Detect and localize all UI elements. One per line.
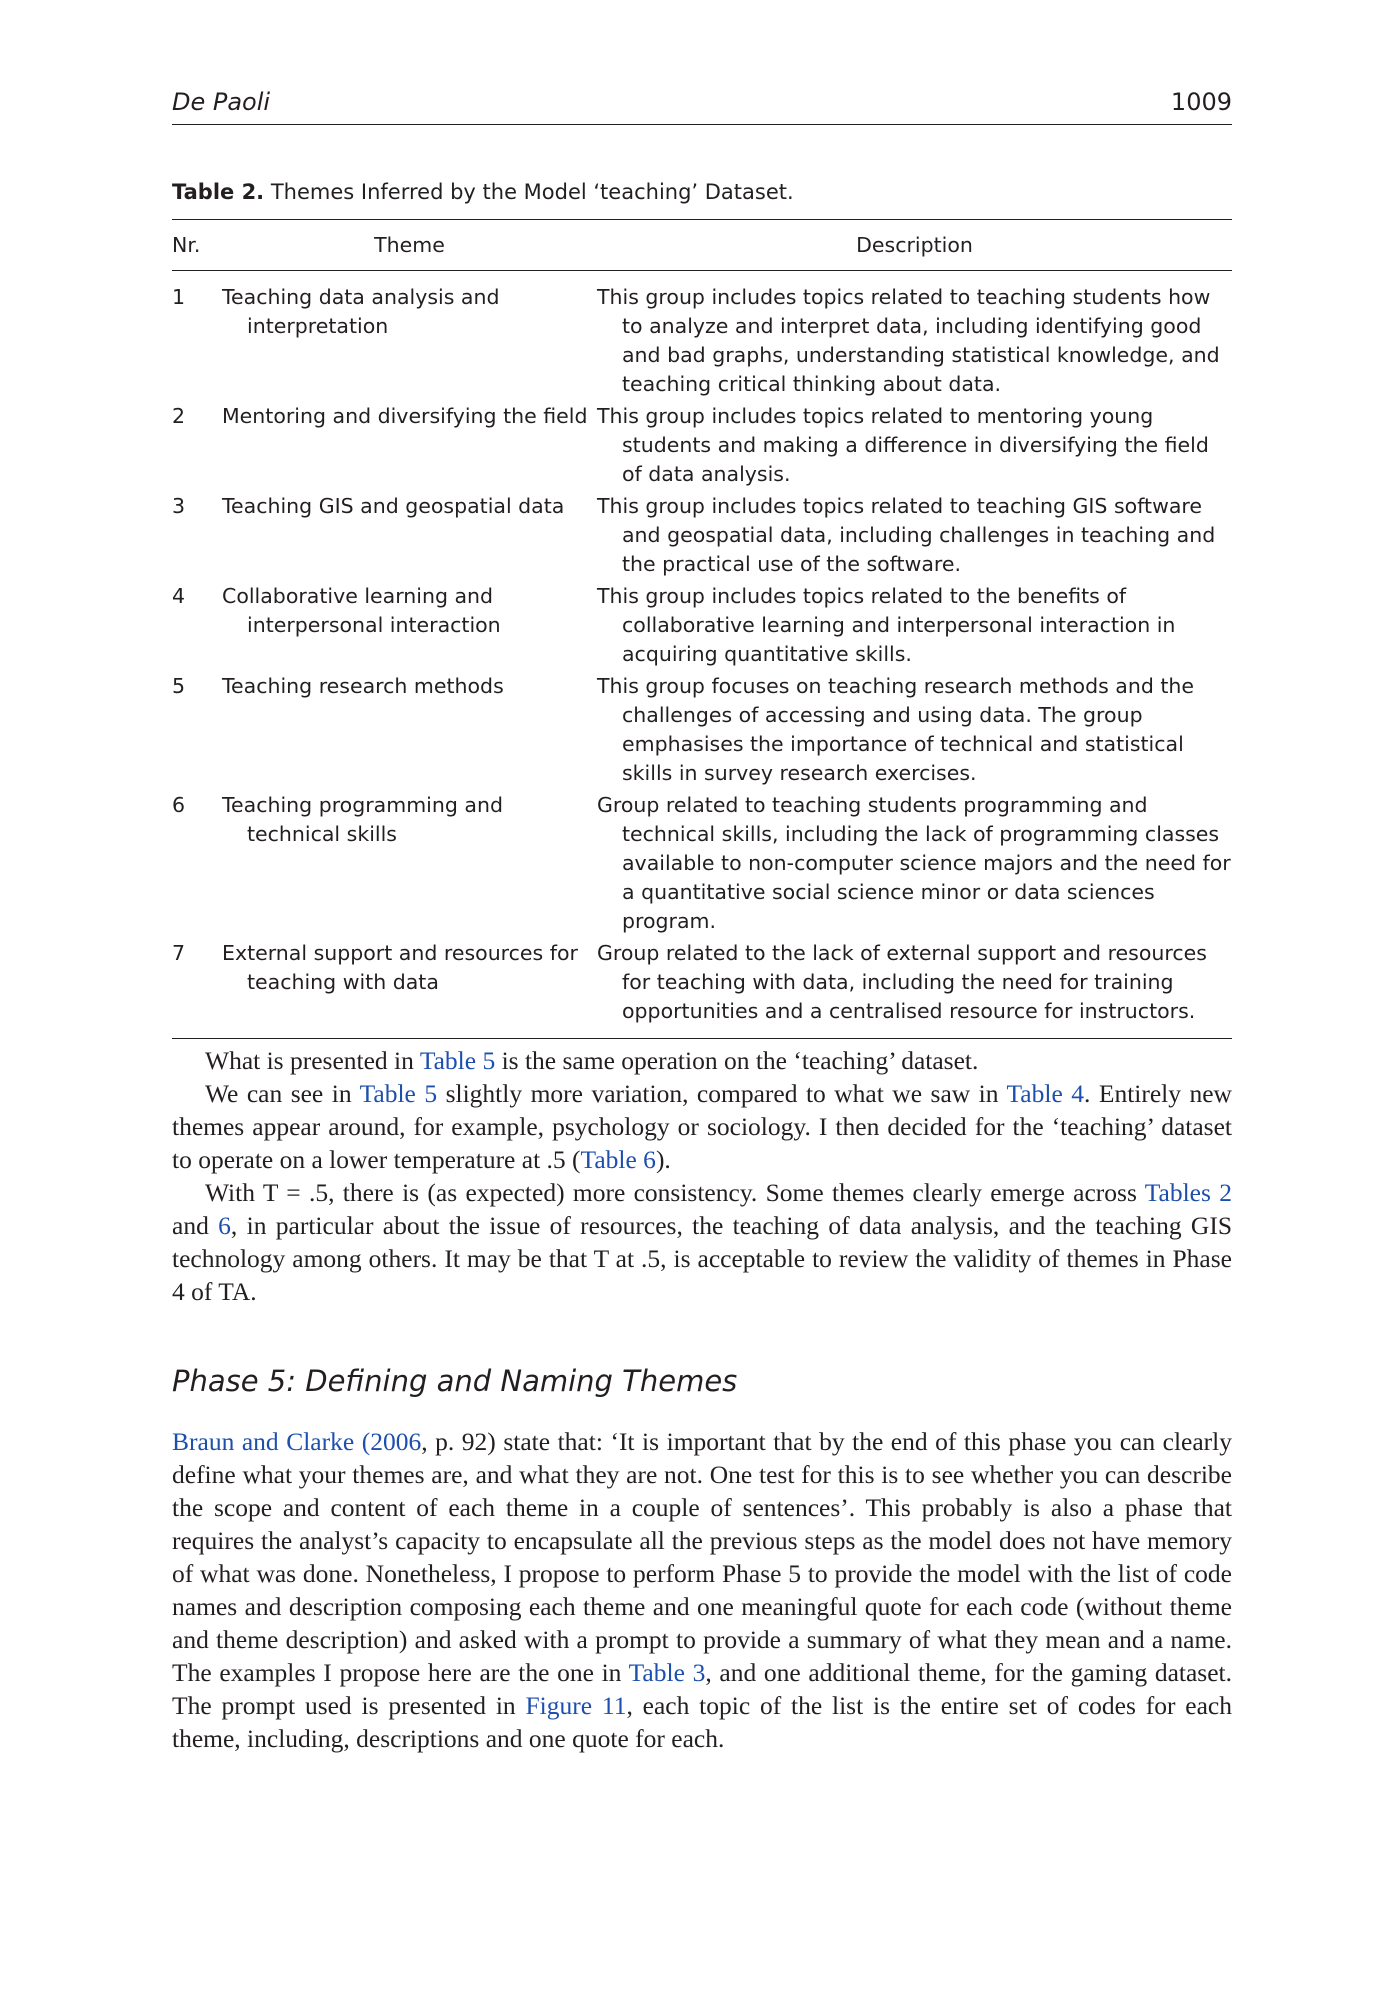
row-nr: 6 xyxy=(172,793,186,817)
running-header xyxy=(172,88,1232,125)
table-row xyxy=(172,672,1232,791)
row-nr: 1 xyxy=(172,285,186,309)
row-description: Group related to teaching students programming and technical skills, including the lack of programming classes available to non-computer science majors and the need for a quantitative social science minor or data sciences program. xyxy=(597,793,1231,933)
row-theme: Teaching programming and technical skills xyxy=(222,793,503,846)
text-run: , p. 92) state that: ‘It is important that by the end of this phase you can clearly define what your themes are, and what they are not. One test for this is to see whether you can describe the scope and content of each theme in a couple of sentences’. This probably is also a phase that requires the analyst’s capacity to encapsulate all the previous steps as the model does not have memory of what was done. Nonetheless, I propose to perform Phase 5 to provide the model with the list of code names and description composing each theme and one meaningful quote for each code (without theme and theme description) and asked with a prompt to provide a summary of what they mean and a name. The examples I propose here are the one in xyxy=(172,1427,1232,1687)
row-theme: Mentoring and diversifying the field xyxy=(222,404,588,428)
section-heading: Phase 5: Defining and Naming Themes xyxy=(172,1364,738,1398)
paragraph xyxy=(172,1425,1232,1755)
table-header-row xyxy=(172,220,1232,271)
row-description: This group includes topics related to teaching students how to analyze and interpret data, including identifying good and bad graphs, understanding statistical knowledge, and teaching critical thinking about data. xyxy=(597,285,1220,396)
row-theme: Collaborative learning and interpersonal interaction xyxy=(222,584,501,637)
table-caption xyxy=(172,180,794,204)
table-row xyxy=(172,492,1232,582)
row-theme: Teaching GIS and geospatial data xyxy=(222,494,565,518)
column-header-nr: Nr. xyxy=(172,232,201,257)
row-theme: Teaching research methods xyxy=(222,674,504,698)
column-header-description: Description xyxy=(856,232,973,257)
row-nr: 4 xyxy=(172,584,186,608)
text-run: , each topic of the list is the entire set of codes for each theme, including, descriptions and one quote for each. xyxy=(172,1691,1232,1753)
column-header-theme: Theme xyxy=(374,232,445,257)
text-run: What is presented in xyxy=(205,1046,420,1075)
header-author: De Paoli xyxy=(172,88,271,116)
table-row xyxy=(172,271,1232,403)
table-6-link[interactable]: Table 6 xyxy=(580,1145,656,1174)
text-run: We can see in xyxy=(205,1079,360,1108)
figure-11-link[interactable]: Figure 11 xyxy=(525,1691,627,1720)
row-description: This group includes topics related to the benefits of collaborative learning and interpersonal interaction in acquiring quantitative skills. xyxy=(597,584,1176,666)
section-body xyxy=(172,1425,1232,1755)
row-nr: 5 xyxy=(172,674,186,698)
page-number: 1009 xyxy=(1170,88,1232,116)
text-run: is the same operation on the ‘teaching’ dataset. xyxy=(495,1046,979,1075)
table-row xyxy=(172,582,1232,672)
tables-2-link[interactable]: Tables 2 xyxy=(1144,1178,1232,1207)
row-nr: 3 xyxy=(172,494,186,518)
table-label: Table 2. xyxy=(172,180,265,204)
row-description: This group includes topics related to mentoring young students and making a difference in diversifying the field of data analysis. xyxy=(597,404,1209,486)
row-nr: 7 xyxy=(172,941,186,965)
text-run: . Entirely new themes appear around, for example, psychology or sociology. I then decided for the ‘teaching’ dataset to operate on a lower temperature at .5 ( xyxy=(172,1079,1232,1174)
citation-link[interactable]: Braun and Clarke (2006 xyxy=(172,1427,422,1456)
table-row xyxy=(172,791,1232,939)
body-paragraphs xyxy=(172,1044,1232,1308)
row-theme: Teaching data analysis and interpretation xyxy=(222,285,500,338)
table-6-link[interactable]: 6 xyxy=(218,1211,231,1240)
text-run: and xyxy=(172,1211,219,1240)
table-5-link[interactable]: Table 5 xyxy=(419,1046,496,1075)
text-run: With T = .5, there is (as expected) more consistency. Some themes clearly emerge across xyxy=(205,1178,1145,1207)
table-5-link[interactable]: Table 5 xyxy=(359,1079,438,1108)
row-description: This group includes topics related to teaching GIS software and geospatial data, including challenges in teaching and the practical use of the software. xyxy=(597,494,1216,576)
text-run: , in particular about the issue of resources, the teaching of data analysis, and the teaching GIS technology among others. It may be that T at .5, is acceptable to review the validity of themes in Phase 4 of TA. xyxy=(172,1211,1232,1306)
row-description: This group focuses on teaching research methods and the challenges of accessing and using data. The group emphasises the importance of technical and statistical skills in survey research exercises. xyxy=(597,674,1195,785)
row-theme: External support and resources for teaching with data xyxy=(222,941,578,994)
themes-table xyxy=(172,219,1232,1039)
paragraph xyxy=(172,1077,1232,1176)
paragraph xyxy=(172,1176,1232,1308)
table-caption-text: Themes Inferred by the Model ‘teaching’ Dataset. xyxy=(270,180,794,204)
paragraph xyxy=(172,1044,1232,1077)
row-nr: 2 xyxy=(172,404,186,428)
table-3-link[interactable]: Table 3 xyxy=(628,1658,706,1687)
text-run: ). xyxy=(655,1145,671,1174)
table-4-link[interactable]: Table 4 xyxy=(1006,1079,1085,1108)
table-row xyxy=(172,402,1232,492)
text-run: , and one additional theme, for the gaming dataset. The prompt used is presented in xyxy=(172,1658,1232,1720)
row-description: Group related to the lack of external support and resources for teaching with data, including the need for training opportunities and a centralised resource for instructors. xyxy=(597,941,1207,1023)
text-run: slightly more variation, compared to what we saw in xyxy=(437,1079,1007,1108)
table-row xyxy=(172,939,1232,1039)
